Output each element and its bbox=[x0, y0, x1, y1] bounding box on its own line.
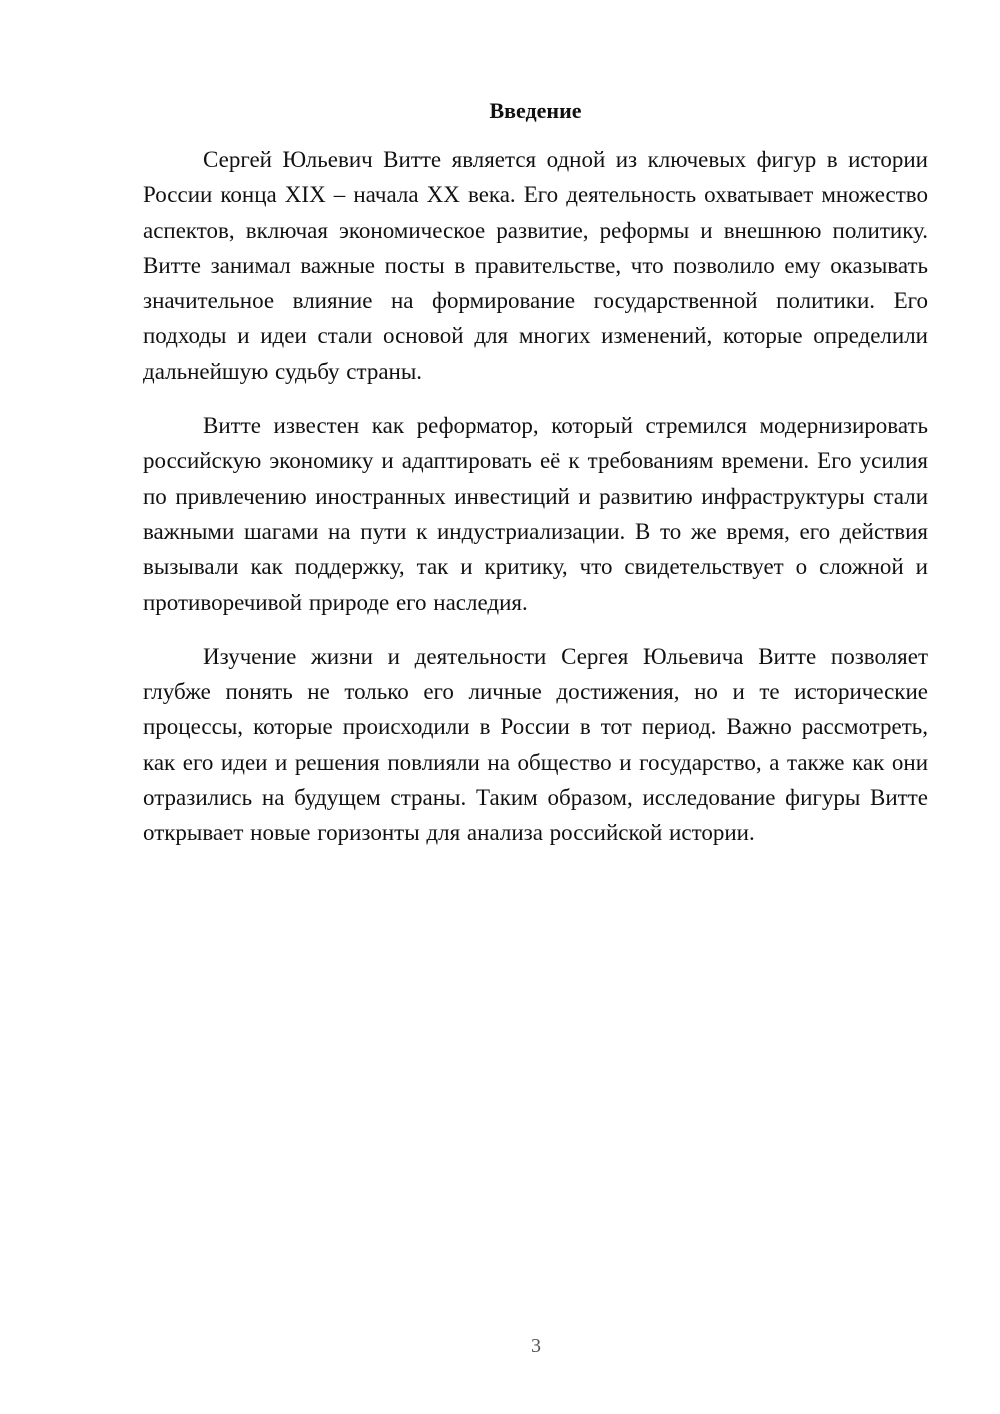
paragraph-2: Витте известен как реформатор, который стремился модернизировать российскую экономику и адаптировать её к требованиям времени. Его усилия по привлечению иностранных инвестиций и развитию инфраструктуры стали важными шагами на пути к индустриализации. В то же время, его действия вызывали как поддержку, так и критику, что свидетельствует о сложной и противоречивой природе его наследия. bbox=[143, 413, 928, 615]
paragraph-3: Изучение жизни и деятельности Сергея Юльевича Витте позволяет глубже понять не только его личные достижения, но и те исторические процессы, которые происходили в России в тот период. Важно рассмотреть, как его идеи и решения повлияли на общество и государство, а также как они отразились на будущем страны. Таким образом, исследование фигуры Витте открывает новые горизонты для анализа российской истории. bbox=[143, 643, 928, 846]
paragraph-1: Сергей Юльевич Витте является одной из ключевых фигур в истории России конца XIX – начала XX века. Его деятельность охватывает множество аспектов, включая экономическое развитие, реформы и внешнюю политику. Витте занимал важные посты в правительстве, что позволило ему оказывать значительное влияние на формирование государственной политики. Его подходы и идеи стали основой для многих изменений, которые определили дальнейшую судьбу страны. bbox=[143, 147, 928, 384]
section-heading: Введение bbox=[489, 98, 582, 123]
page-number: 3 bbox=[531, 1335, 541, 1357]
body-text bbox=[143, 142, 928, 870]
